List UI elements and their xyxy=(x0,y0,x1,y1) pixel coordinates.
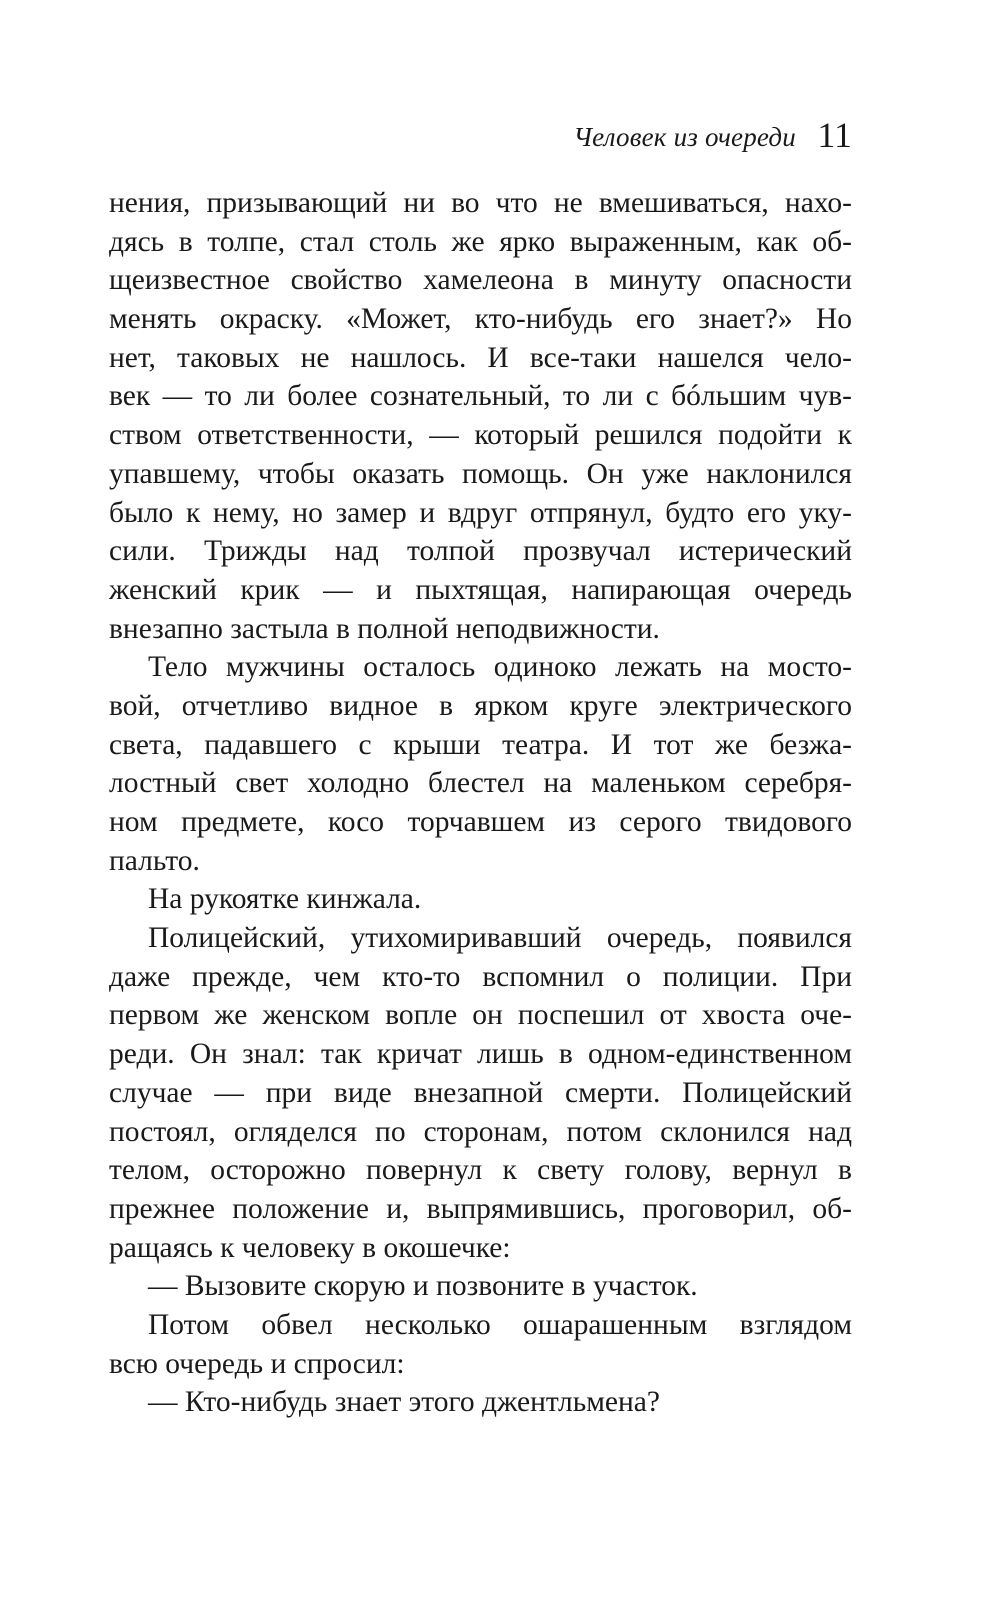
text-line: случае — при виде внезапной смерти. Полицейский xyxy=(109,1076,852,1109)
text-line: Полицейский, утихомиривавший очередь, появился xyxy=(148,922,852,955)
text-line: век — то ли более сознательный, то ли с бóльшим чув- xyxy=(109,380,852,413)
body-text xyxy=(109,184,852,1422)
text-line: первом же женском вопле он поспешил от хвоста оче- xyxy=(109,999,852,1032)
text-line: телом, осторожно повернул к свету голову, вернул в xyxy=(109,1154,852,1187)
text-line: постоял, огляделся по сторонам, потом склонился над xyxy=(109,1115,852,1148)
text-line: лостный свет холодно блестел на маленьком серебря- xyxy=(109,767,852,800)
paragraph xyxy=(109,919,852,1267)
text-line: пальто. xyxy=(109,844,200,877)
text-line: ством ответственности, — который решился подойти к xyxy=(109,419,852,452)
paragraph xyxy=(109,648,852,880)
text-line: было к нему, но замер и вдруг отпрянул, будто его уку- xyxy=(109,496,852,529)
text-line: прежнее положение и, выпрямившись, проговорил, об- xyxy=(109,1192,852,1225)
paragraph xyxy=(109,1383,852,1422)
paragraph xyxy=(109,1267,852,1306)
text-line: менять окраску. «Может, кто-нибудь его знает?» Но xyxy=(109,303,852,336)
text-line: На рукоятке кинжала. xyxy=(148,883,422,916)
text-line: упавшему, чтобы оказать помощь. Он уже наклонился xyxy=(109,457,852,490)
text-line: женский крик — и пыхтящая, напирающая очередь xyxy=(109,573,852,606)
text-line: ном предмете, косо торчавшем из серого твидового xyxy=(109,806,852,838)
text-line: щеизвестное свойство хамелеона в минуту опасности xyxy=(109,264,852,297)
text-line: Тело мужчины осталось одиноко лежать на мосто- xyxy=(148,651,852,684)
text-line: реди. Он знал: так кричат лишь в одном-единственном xyxy=(109,1038,852,1071)
page-number: 11 xyxy=(817,115,852,155)
text-line: сили. Трижды над толпой прозвучал истерический xyxy=(109,535,852,568)
paragraph xyxy=(109,184,852,648)
text-line: нет, таковых не нашлось. И все-таки нашелся чело- xyxy=(109,341,852,374)
text-line: — Кто-нибудь знает этого джентльмена? xyxy=(148,1386,660,1419)
running-title: Человек из очереди xyxy=(573,122,796,152)
text-line: дясь в толпе, стал столь же ярко выраженным, как об- xyxy=(109,225,852,258)
paragraph xyxy=(109,1306,852,1383)
text-line: нения, призывающий ни во что не вмешиваться, нахо- xyxy=(109,187,852,219)
text-line: внезапно застыла в полной неподвижности. xyxy=(109,612,660,645)
text-line: всю очередь и спросил: xyxy=(109,1347,405,1380)
text-line: — Вызовите скорую и позвоните в участок. xyxy=(148,1270,698,1303)
text-line: света, падавшего с крыши театра. И тот же безжа- xyxy=(109,728,852,761)
text-line: даже прежде, чем кто-то вспомнил о полиции. При xyxy=(109,960,852,993)
text-line: Потом обвел несколько ошарашенным взглядом xyxy=(148,1308,852,1341)
running-head xyxy=(560,116,852,160)
text-line: вой, отчетливо видное в ярком круге электрического xyxy=(109,689,852,722)
text-line: ращаясь к человеку в окошечке: xyxy=(109,1231,511,1264)
paragraph xyxy=(109,880,852,919)
